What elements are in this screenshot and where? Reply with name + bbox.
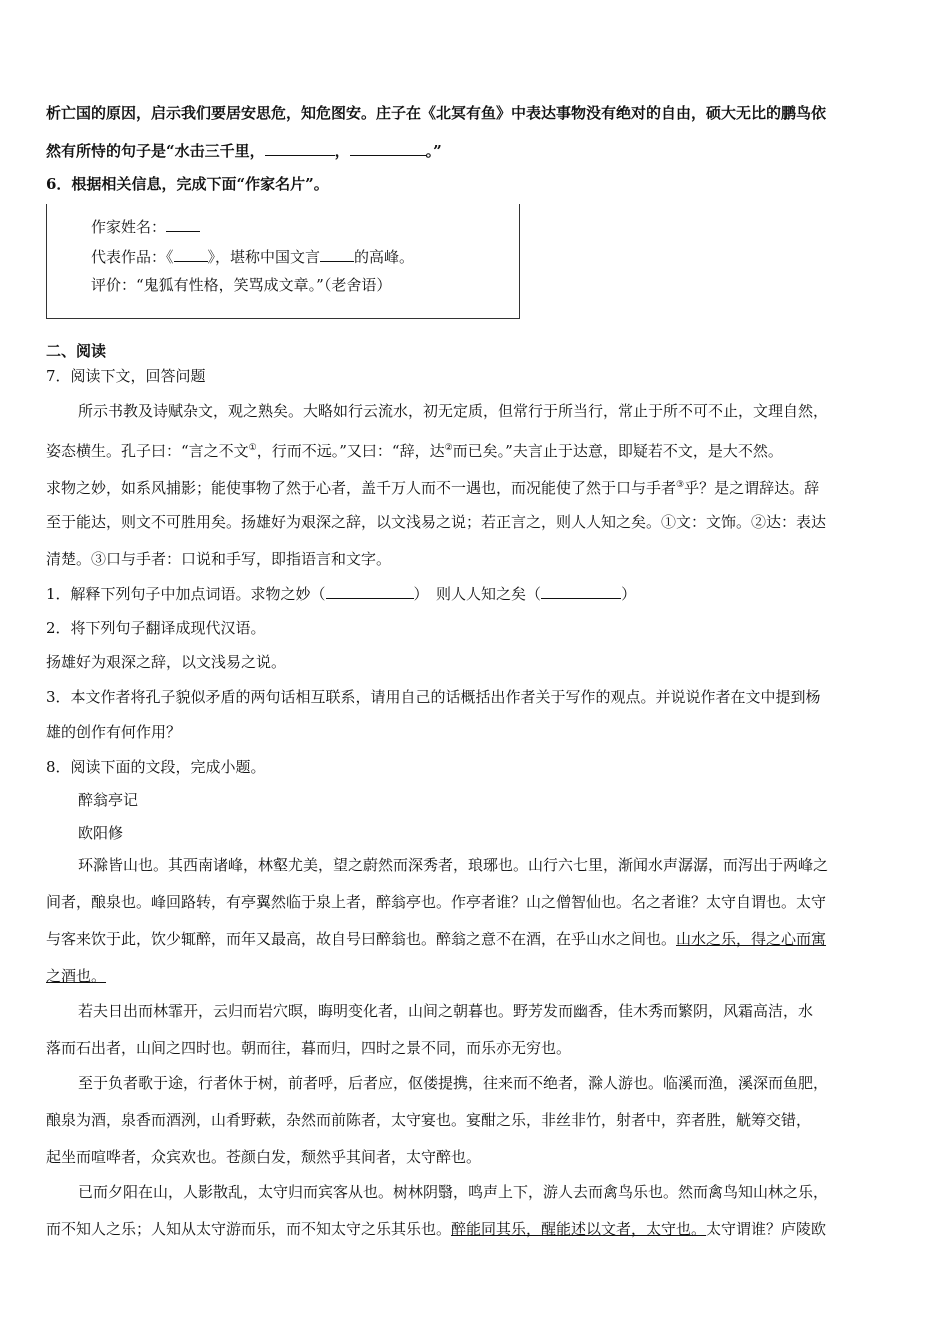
footnote-mark: ③ (676, 480, 685, 490)
q7-sub2: 2．将下列句子翻译成现代汉语。 (46, 619, 266, 637)
essay-text: 而不知人之乐；人知从太守游而乐，而不知太守之乐其乐也。 (46, 1220, 452, 1238)
essay-line: 至于负者歌于途，行者休于树，前者呼，后者应，伛偻提携，往来而不绝者，滁人游也。临溪而渔，溪深而鱼肥， (78, 1074, 829, 1092)
underlined-sentence: 醉能同其乐，醒能述以文者，太守也。 (451, 1220, 707, 1238)
answer-blank[interactable] (320, 246, 354, 262)
essay-title: 醉翁亭记 (78, 791, 139, 809)
essay-line: 酿泉为酒，泉香而酒洌，山肴野蔌，杂然而前陈者，太守宴也。宴酣之乐，非丝非竹，射者中，弈者胜，觥筹交错， (46, 1111, 812, 1129)
q7-passage-line: 所示书教及诗赋杂文，观之熟矣。大略如行云流水，初无定质，但常行于所当行，常止于所不可不止，文理自然， (78, 402, 829, 420)
q7-sub2-sentence: 扬雄好为艰深之辞，以文浅易之说。 (46, 653, 287, 671)
essay-line (46, 929, 906, 949)
essay-line: 落而石出者，山间之四时也。朝而往，暮而归，四时之景不同，而乐亦无穷也。 (46, 1039, 572, 1057)
answer-blank[interactable] (265, 140, 335, 156)
sub1-text-c: ） (621, 585, 637, 603)
q5-line-2 (46, 140, 906, 161)
essay-line: 间者，酿泉也。峰回路转，有亭翼然临于泉上者，醉翁亭也。作亭者谁？山之僧智仙也。名之者谁？太守自谓也。太守 (46, 893, 827, 911)
q8-title: 8．阅读下面的文段，完成小题。 (46, 758, 266, 776)
passage-text: 求物之妙，如系风捕影；能使事物了然于心者，盖千万人而不一遇也，而况能使了然于口与手者 (46, 479, 677, 497)
answer-blank[interactable] (166, 216, 200, 232)
passage-text: ，行而不远。”又曰：“辞，达 (256, 442, 445, 460)
passage-text: 而已矣。”夫言止于达意，即疑若不文，是大不然。 (452, 442, 783, 460)
q7-passage-line (46, 438, 906, 461)
q7-sub3-line: 雄的创作有何作用？ (46, 723, 182, 741)
essay-line (46, 1219, 906, 1239)
passage-text: 乎？是之谓辞达。辞 (684, 479, 820, 497)
essay-line: 起坐而喧哗者，众宾欢也。苍颜白发，颓然乎其间者，太守醉也。 (46, 1148, 482, 1166)
q7-passage-line: 清楚。③口与手者：口说和手写，即指语言和文字。 (46, 550, 392, 568)
sub1-text-b: ） 则人人知之矣（ (413, 585, 542, 603)
passage-text: 姿态横生。孔子曰：“言之不文 (46, 442, 249, 460)
works-text-b: 》，堪称中国文言 (207, 248, 321, 266)
works-text-a: 代表作品：《 (91, 248, 174, 266)
essay-line: 环滁皆山也。其西南诸峰，林壑尤美，望之蔚然而深秀者，琅琊也。山行六七里，渐闻水声潺潺，而泻出于两峰之 (78, 856, 829, 874)
essay-line (46, 966, 906, 986)
answer-blank[interactable] (174, 246, 208, 262)
answer-blank[interactable] (541, 583, 621, 599)
section-title: 二、阅读 (46, 342, 107, 360)
q5-text-a: 然有所恃的句子是“水击三千里， (46, 142, 265, 160)
author-name-row (91, 216, 200, 237)
essay-text: 太守谓谁？庐陵欧 (706, 1220, 827, 1238)
essay-line: 若夫日出而林霏开，云归而岩穴暝，晦明变化者，山间之朝暮也。野芳发而幽香，佳木秀而繁阴，风霜高洁，水 (78, 1002, 814, 1020)
q6-title: 6．根据相关信息，完成下面“作家名片”。 (46, 175, 329, 193)
underlined-sentence: 山水之乐，得之心而寓 (676, 930, 827, 948)
author-name-label: 作家姓名： (91, 218, 167, 236)
footnote-mark: ② (444, 443, 453, 453)
author-review-row: 评价：“鬼狐有性格，笑骂成文章。”（老舍语） (91, 276, 392, 294)
essay-line: 已而夕阳在山，人影散乱，太守归而宾客从也。树林阴翳，鸣声上下，游人去而禽鸟乐也。然而禽鸟知山林之乐， (78, 1183, 829, 1201)
q5-text-b: ， (334, 142, 350, 160)
footnote-mark: ① (248, 443, 257, 453)
q7-passage-line (46, 475, 906, 498)
essay-author: 欧阳修 (78, 824, 124, 842)
underlined-sentence: 之酒也。 (46, 967, 107, 985)
q5-line-1: 析亡国的原因，启示我们要居安思危，知危图安。庄子在《北冥有鱼》中表达事物没有绝对的自由，硕大无比的鹏鸟依 (46, 104, 827, 122)
author-card-box (46, 204, 520, 319)
essay-text: 与客来饮于此，饮少辄醉，而年又最高，故自号曰醉翁也。醉翁之意不在酒，在乎山水之间也。 (46, 930, 677, 948)
q7-sub3-line: 3．本文作者将孔子貌似矛盾的两句话相互联系，请用自己的话概括出作者关于写作的观点。并说说作者在文中提到杨 (46, 688, 821, 706)
author-works-row (91, 246, 414, 267)
answer-blank[interactable] (350, 140, 426, 156)
q7-sub1 (46, 583, 906, 604)
q7-title: 7．阅读下文，回答问题 (46, 367, 206, 385)
sub1-text-a: 1．解释下列句子中加点词语。求物之妙（ (46, 585, 326, 603)
q5-text-c: 。” (425, 142, 442, 160)
q7-passage-line: 至于能达，则文不可胜用矣。扬雄好为艰深之辞，以文浅易之说；若正言之，则人人知之矣。①文：文饰。②达：表达 (46, 513, 827, 531)
works-text-c: 的高峰。 (354, 248, 415, 266)
answer-blank[interactable] (326, 583, 414, 599)
